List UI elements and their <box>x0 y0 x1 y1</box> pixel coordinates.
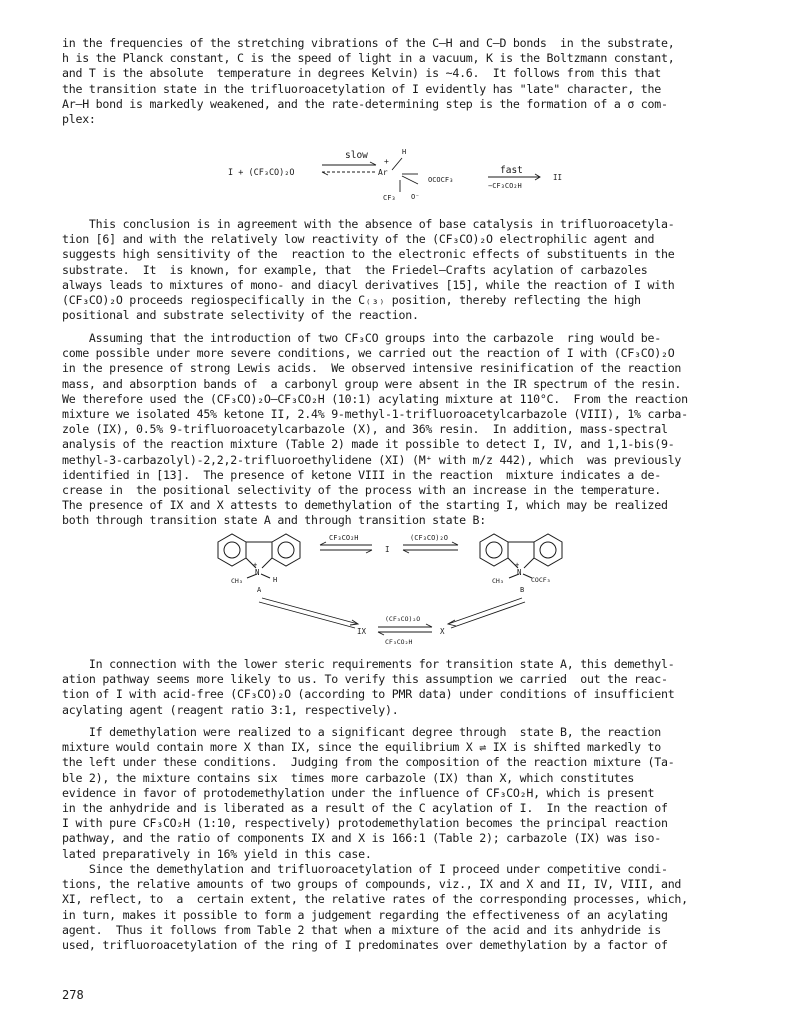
sigma-complex-bonds <box>392 158 418 192</box>
b-nitrogen: N <box>517 568 522 577</box>
diagonal-arrow-b-to-x <box>448 598 525 628</box>
acid-arrow-label: CF₃CO₂H <box>329 534 359 542</box>
paragraph-conclusion: This conclusion is in agreement with the absence of base catalysis in trifluoroacetyla- tion [6] and with the relatively low reactivity of the (CF₃CO)₂O electrophilic agent and suggests high sensitivity of the reaction to the electronic effects of substituents in the substrate. It is known, for example, that the Friedel—Crafts acylation of carbazoles always leads to mixtures of mono- and diacyl derivatives [15], while the reaction of I with (CF₃CO)₂O proceeds regiospecifically in the C₍₃₎ position, thereby reflecting the high positional and substrate selectivity of the reaction. <box>62 217 675 323</box>
left-equilibrium-arrow <box>320 542 372 553</box>
scheme1-ar: Ar <box>378 168 388 177</box>
scheme1-reactant: I + (CF₃CO)₂O <box>228 168 295 178</box>
label-b: B <box>520 586 525 594</box>
scheme1-o-minus: O⁻ <box>411 193 420 201</box>
scheme1-cf3: CF₃ <box>383 194 396 202</box>
label-a: A <box>257 586 262 594</box>
scheme1-minus-acid: −CF₃CO₂H <box>488 182 522 190</box>
b-plus: + <box>515 561 520 569</box>
paragraph-if-demethylation: If demethylation were realized to a significant degree through state B, the reaction mixture would contain more X than IX, since the equilibrium X ⇌ IX is shifted markedly to the left under these conditions. Judging from the composition of the reaction mixture (Ta- ble 2), the mixture contains six times more carbazole (IX) than X, which constitutes evidence in favor of protodemethylation under the influence of CF₃CO₂H, which is present in the anhydride and is liberated as a result of the C acylation of I. In the reaction of I with pure CF₃CO₂H (1:10, respectively) protodemethylation becomes the principal reaction pathway, and the ratio of components IX and X is 166:1 (Table 2); carbazole (IX) was iso- lated preparatively in 16% yield in this case. <box>62 725 675 861</box>
paragraph-since: Since the demethylation and trifluoroacetylation of I proceed under competitive condi- tions, the relative amounts of two groups of compounds, viz., IX and X and II, IV, VIII, and XI, reflect, to a certain extent, the relative rates of the corresponding processes, which, in turn, makes it possible to form a judgement regarding the effectiveness of an acylating agent. Thus it follows from Table 2 that when a mixture of the acid and its anhydride is used, trifluoroacetylation of the ring of I predominates over demethylation by a factor of <box>62 862 688 953</box>
anhydride-arrow-label: (CF₃CO)₂O <box>410 534 448 542</box>
sigma-complex-scheme <box>0 140 796 210</box>
bottom-equilibrium-arrow <box>378 624 432 635</box>
scheme1-plus: + <box>384 157 389 166</box>
page-number: 278 <box>62 988 84 1002</box>
a-nitrogen: N <box>255 568 260 577</box>
paragraph-assuming: Assuming that the introduction of two CF₃CO groups into the carbazole ring would be- come possible under more severe conditions, we carried out the reaction of I with (CF₃CO)₂O in the presence of strong Lewis acids. We observed intensive resinification of the reaction mass, and absorption bands of a carbonyl group were absent in the IR spectrum of the resin. We therefore used the (CF₃CO)₂O—CF₃CO₂H (10:1) acylating mixture at 110°C. From the reaction mixture we isolated 45% ketone II, 2.4% 9-methyl-1-trifluoroacetylcarbazole (VIII), 1% carba- zole (IX), 0.5% 9-trifluoroacetylcarbazole (X), and 36% resin. In addition, mass-spectral analysis of the reaction mixture (Table 2) made it possible to detect I, IV, and 1,1-bis(9- methyl-3-carbazolyl)-2,2,2-trifluoroethylidene (XI) (M⁺ with m/z 442), which was previously identified in [13]. The presence of ketone VIII in the reaction mixture indicates a de- crease in the positional selectivity of the process with an increase in the temperature. The presence of IX and X attests to demethylation of the starting I, which may be realized both through transition state A and through transition state B: <box>62 331 688 528</box>
scheme1-product: II <box>553 173 563 182</box>
a-hydrogen: H <box>273 576 278 584</box>
a-methyl: CH₃ <box>231 577 243 585</box>
compound-i: I <box>385 545 390 554</box>
scheme1-ococf3: OCOCF₃ <box>428 176 454 184</box>
bottom-arrow-bottom-label: CF₃CO₂H <box>385 638 413 646</box>
paragraph-connection: In connection with the lower steric requirements for transition state A, this demethyl- ation pathway seems more likely to us. To verify this assumption we carried out the reac- tion of I with acid-free (CF₃CO)₂O (according to PMR data) under conditions of insufficient acylating agent (reagent ratio 3:1, respectively). <box>62 657 675 717</box>
scheme1-fast-label: fast <box>500 165 523 176</box>
scheme1-slow-label: slow <box>345 150 368 161</box>
equilibrium-arrow-1 <box>322 162 376 175</box>
compound-ix: IX <box>357 627 367 636</box>
b-methyl: CH₃ <box>492 577 504 585</box>
b-trifluoroacetyl: COCF₃ <box>531 576 551 584</box>
a-plus: + <box>253 561 258 569</box>
right-equilibrium-arrow <box>403 542 458 553</box>
bottom-arrow-top-label: (CF₃CO)₂O <box>385 615 421 623</box>
compound-x: X <box>440 627 445 636</box>
paragraph-intro: in the frequencies of the stretching vibrations of the C—H and C—D bonds in the substrate, h is the Planck constant, C is the speed of light in a vacuum, K is the Boltzmann constant, and T is the absolute temperature in degrees Kelvin) is ~4.6. It follows from this that the transition state in the trifluoroacetylation of I evidently has "late" character, the Ar—H bond is markedly weakened, and the rate-determining step is the formation of a σ com- plex: <box>62 36 675 127</box>
scheme1-h: H <box>402 148 407 156</box>
demethylation-scheme <box>0 528 796 652</box>
diagonal-arrow-a-to-ix <box>259 598 358 628</box>
